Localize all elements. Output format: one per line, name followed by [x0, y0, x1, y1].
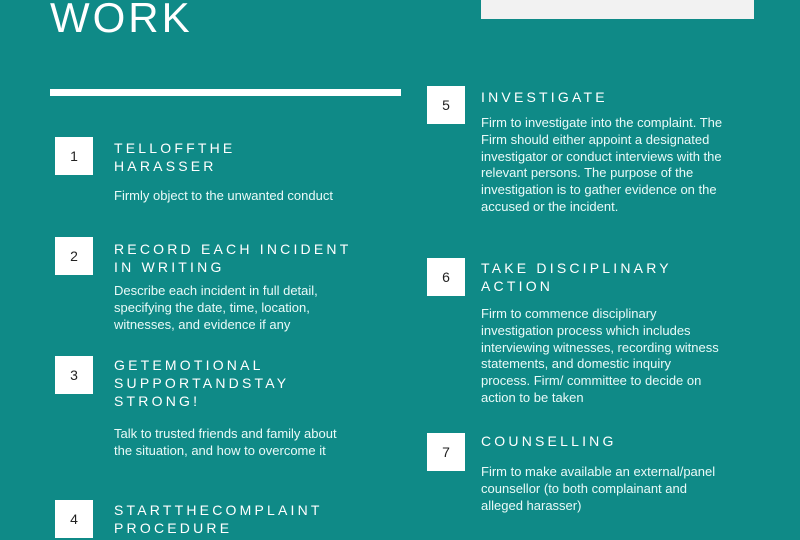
step-4-number: 4: [55, 500, 93, 538]
step-3-text: Talk to trusted friends and family about the situation, and how to overcome it: [114, 426, 337, 458]
step-6-text: Firm to commence disciplinary investigation process which includes interviewing witnesses, recording witness statements, and domestic inquiry process. Firm/ committee to decide on action to be taken: [481, 306, 719, 405]
step-6-number: 6: [427, 258, 465, 296]
step-4-heading: STARTTHECOMPLAINT PROCEDURE: [114, 502, 323, 536]
step-3-heading: GETEMOTIONAL SUPPORTANDSTAY STRONG!: [114, 357, 289, 409]
title-divider: [50, 89, 401, 96]
step-6-heading: TAKE DISCIPLINARY ACTION: [481, 260, 672, 294]
step-5-number: 5: [427, 86, 465, 124]
step-2-number: 2: [55, 237, 93, 275]
step-1-number: 1: [55, 137, 93, 175]
step-7-text: Firm to make available an external/panel counsellor (to both complainant and alleged harasser): [481, 464, 716, 513]
step-2-heading: RECORD EACH INCIDENT IN WRITING: [114, 241, 352, 275]
step-7-number: 7: [427, 433, 465, 471]
step-5-text: Firm to investigate into the complaint. The Firm should either appoint a designated investigator or conduct interviews with the relevant persons. The purpose of the investigation is to gather evidence on the accused or the incident.: [481, 115, 723, 214]
step-1-heading: TELLOFFTHE HARASSER: [114, 140, 236, 174]
step-1-text: Firmly object to the unwanted conduct: [114, 188, 333, 203]
step-5-heading: INVESTIGATE: [481, 89, 608, 105]
step-2-text: Describe each incident in full detail, specifying the date, time, location, witnesses, and evidence if any: [114, 283, 318, 332]
page-title: WORK: [50, 0, 193, 41]
step-7-heading: COUNSELLING: [481, 433, 617, 449]
step-3-number: 3: [55, 356, 93, 394]
header-photo: [481, 0, 754, 19]
